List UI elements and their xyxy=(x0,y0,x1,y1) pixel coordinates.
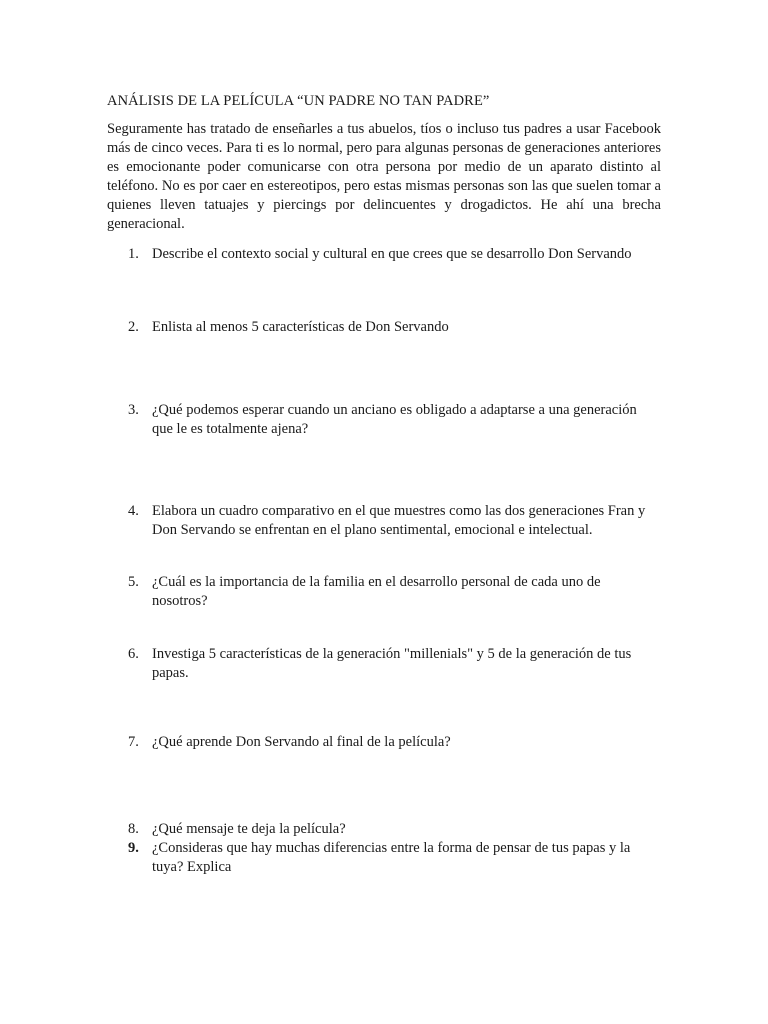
question-text: ¿Consideras que hay muchas diferencias entre la forma de pensar de tus papas y la tuya? Explica xyxy=(152,840,631,875)
question-text: ¿Qué aprende Don Servando al final de la película? xyxy=(152,734,451,750)
question-text: Enlista al menos 5 características de Don Servando xyxy=(152,319,449,335)
question-text: Describe el contexto social y cultural en que crees que se desarrollo Don Servando xyxy=(152,246,632,262)
question-number: 4. xyxy=(128,503,139,519)
document-title: ANÁLISIS DE LA PELÍCULA “UN PADRE NO TAN PADRE” xyxy=(107,93,490,109)
question-number: 2. xyxy=(128,319,139,335)
question-text: ¿Cuál es la importancia de la familia en el desarrollo personal de cada uno de nosotros? xyxy=(152,574,601,609)
question-number: 6. xyxy=(128,646,139,662)
question-number: 7. xyxy=(128,734,139,750)
intro-paragraph: Seguramente has tratado de enseñarles a tus abuelos, tíos o incluso tus padres a usar Facebook más de cinco veces. Para ti es lo normal, pero para algunas personas de generaciones anteriores es emocionante poder comunicarse con otra persona por medio de un aparato distinto al teléfono. No es por caer en estereotipos, pero estas mismas personas son las que suelen tomar a quienes lleven tatuajes y piercings por delincuentes y drogadictos. He ahí una brecha generacional. xyxy=(107,121,661,232)
question-number: 9. xyxy=(128,840,139,856)
question-text: ¿Qué mensaje te deja la película? xyxy=(152,821,346,837)
question-text: ¿Qué podemos esperar cuando un anciano es obligado a adaptarse a una generación que le es totalmente ajena? xyxy=(152,402,637,437)
question-number: 3. xyxy=(128,402,139,418)
question-number: 8. xyxy=(128,821,139,837)
question-number: 5. xyxy=(128,574,139,590)
question-number: 1. xyxy=(128,246,139,262)
question-text: Elabora un cuadro comparativo en el que muestres como las dos generaciones Fran y Don Servando se enfrentan en el plano sentimental, emocional e intelectual. xyxy=(152,503,646,538)
question-text: Investiga 5 características de la generación "millenials" y 5 de la generación de tus papas. xyxy=(152,646,632,681)
